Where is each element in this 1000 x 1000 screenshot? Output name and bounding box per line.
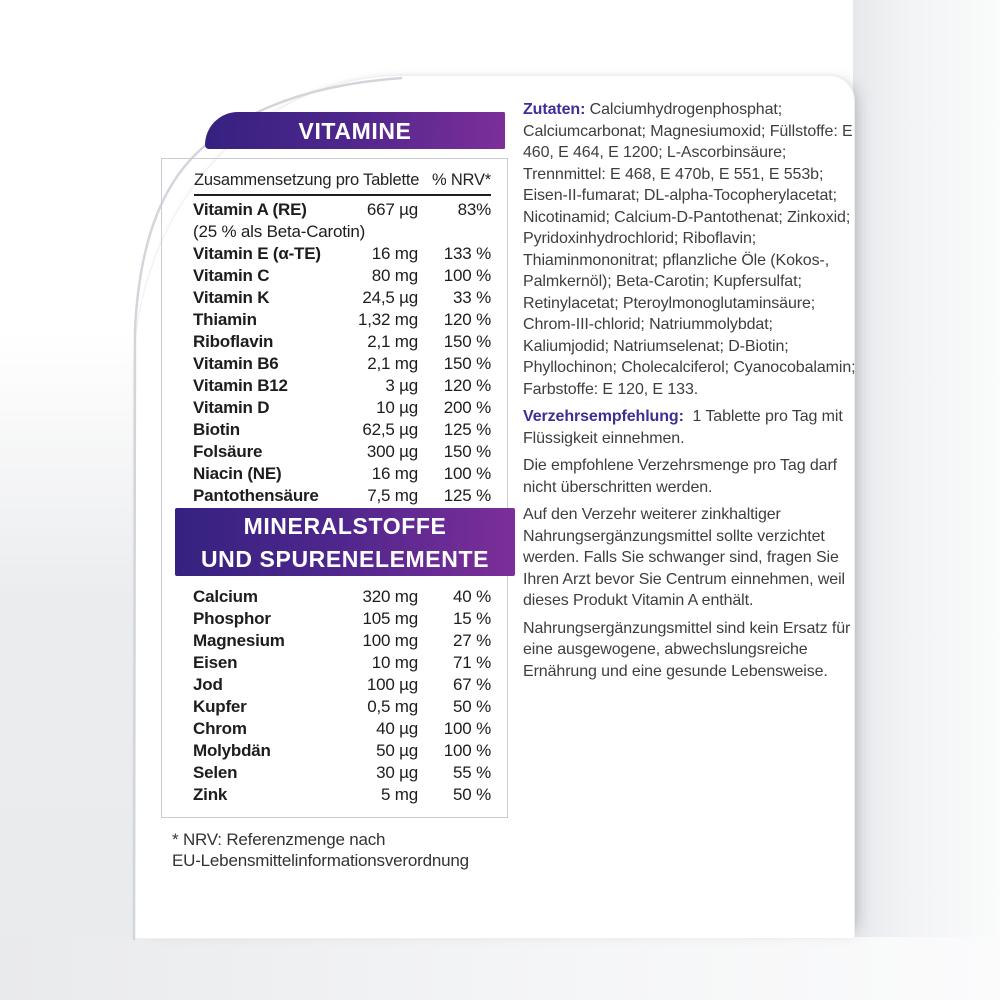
nutrient-amount: 16 mg (371, 244, 418, 263)
nutrient-nrv: 40 % (453, 587, 491, 606)
nrv-footnote-line1: * NRV: Referenzmenge nach (172, 830, 386, 849)
nutrient-name: Biotin (193, 420, 240, 439)
minerals-banner (175, 508, 515, 576)
nutrient-name: Vitamin A (RE) (193, 200, 307, 219)
nutrient-name: Vitamin E (α-TE) (193, 244, 321, 263)
nutrient-nrv: 71 % (453, 653, 491, 672)
zinc-warning-paragraph: Auf den Verzehr weiterer zinkhaltiger Nahrungsergänzungsmittel sollte verzichtet werden. Falls Sie schwanger sind, fragen Sie Ihren Arzt bevor Sie Centrum einnehmen, weil dieses Produkt Vitamin A enthält. (523, 506, 845, 609)
nutrient-amount: 62,5 µg (362, 420, 418, 439)
table-row (193, 485, 491, 507)
nutrient-nrv: 50 % (453, 697, 491, 716)
dosage-limit-paragraph: Die empfohlene Verzehrsmenge pro Tag darf nicht überschritten werden. (523, 457, 838, 496)
package-left-shading (0, 330, 133, 937)
nutrient-amount: 300 µg (366, 442, 418, 461)
nutrient-name: Zink (193, 785, 228, 804)
nutrient-amount: 105 mg (362, 609, 418, 628)
table-row (193, 696, 491, 718)
ingredients-text: Calciumhydrogenphosphat; Calciumcarbonat; Magnesiumoxid; Füllstoffe: E 460, E 464, E 1200; L-Ascorbinsäure; Trennmittel: E 468, E 470b, E 551, E 553b; Eisen-II-fumarat; DL-alpha-Tocopherylacetat; Nicotinamid; Calcium-D-Pantothenat; Zinkoxid; Pyridoxinhydrochlorid; Riboflavin; Thiaminmononitrat; pflanzliche Öle (Kokos-, Palmkernöl); Beta-Carotin; Kupfersulfat; Retinylacetat; Pteroylmonoglutaminsäure; Chrom-III-chlorid; Natriummolybdat; Kaliumjodid; Natriumselenat; D-Biotin; Phyllochinon; Cholecalciferol; Cyanocobalamin; Farbstoffe: E 120, E 133. (523, 101, 856, 398)
nutrient-amount: 16 mg (371, 464, 418, 483)
table-row (193, 740, 491, 762)
nutrient-amount: 3 µg (385, 376, 418, 395)
nutrient-name: Magnesium (193, 631, 285, 650)
supplement-note-paragraph: Nahrungsergänzungsmittel sind kein Ersatz für eine ausgewogene, abwechslungsreiche Ernährung und eine gesunde Lebensweise. (523, 619, 851, 680)
table-row (193, 762, 491, 784)
nutrient-name: Vitamin B6 (193, 354, 279, 373)
dosage-label: Verzehrsempfehlung: (523, 408, 684, 425)
table-row (193, 353, 491, 375)
nutrient-name: Pantothensäure (193, 486, 319, 505)
composition-header-left: Zusammensetzung pro Tablette (194, 171, 420, 189)
nutrient-nrv: 133 % (443, 244, 491, 263)
nutrient-name: Vitamin K (193, 288, 270, 307)
table-row (193, 630, 491, 652)
nutrient-amount: 40 µg (376, 719, 418, 738)
nutrient-nrv: 83% (457, 200, 491, 219)
nutrient-name: Calcium (193, 587, 258, 606)
nutrient-amount: 10 mg (371, 653, 418, 672)
nutrient-name: Riboflavin (193, 332, 274, 351)
nutrient-nrv: 200 % (443, 398, 491, 417)
nutrient-amount: 7,5 mg (367, 486, 418, 505)
vitamins-table (193, 199, 491, 507)
nutrient-nrv: 50 % (453, 785, 491, 804)
nutrient-amount: 30 µg (376, 763, 418, 782)
vitamins-banner: VITAMINE (205, 112, 505, 149)
nutrient-amount: 80 mg (371, 266, 418, 285)
nutrient-nrv: 150 % (443, 354, 491, 373)
nutrient-name: Phosphor (193, 609, 271, 628)
table-row (193, 309, 491, 331)
nutrient-amount: 100 mg (362, 631, 418, 650)
nutrient-nrv: 120 % (443, 376, 491, 395)
nutrient-name: Vitamin D (193, 398, 270, 417)
dosage-text: 1 Tablette pro Tag mit Flüssigkeit einnehmen. (523, 408, 843, 447)
table-row (193, 287, 491, 309)
nutrient-amount: 50 µg (376, 741, 418, 760)
right-text-column (523, 99, 857, 688)
nutrient-name: (25 % als Beta-Carotin) (193, 222, 366, 241)
nutrient-nrv: 125 % (443, 420, 491, 439)
table-row (193, 397, 491, 419)
nutrient-amount: 100 µg (366, 675, 418, 694)
table-row (193, 586, 491, 608)
nutrient-nrv: 67 % (453, 675, 491, 694)
table-row (193, 652, 491, 674)
nutrient-nrv: 125 % (443, 486, 491, 505)
nutrient-nrv: 150 % (443, 332, 491, 351)
nutrient-name: Vitamin B12 (193, 376, 288, 395)
nutrient-nrv: 150 % (443, 442, 491, 461)
table-row (193, 608, 491, 630)
nrv-footnote (172, 829, 572, 871)
minerals-table (193, 586, 491, 806)
table-row (193, 674, 491, 696)
table-row (193, 265, 491, 287)
nutrient-name: Chrom (193, 719, 247, 738)
table-row (193, 331, 491, 353)
nutrient-nrv: 27 % (453, 631, 491, 650)
table-row (193, 221, 491, 243)
nutrient-name: Jod (193, 675, 223, 694)
nutrient-amount: 0,5 mg (367, 697, 418, 716)
table-row (193, 243, 491, 265)
composition-header-right: % NRV* (431, 171, 491, 189)
nutrient-nrv: 100 % (443, 464, 491, 483)
composition-header-rule (194, 194, 491, 196)
nutrient-name: Niacin (NE) (193, 464, 282, 483)
minerals-banner-line1: MINERALSTOFFE (243, 513, 447, 539)
nutrient-name: Vitamin C (193, 266, 270, 285)
ingredients-paragraph (523, 99, 857, 400)
nutrient-nrv: 120 % (443, 310, 491, 329)
nutrient-amount: 1,32 mg (357, 310, 418, 329)
nutrient-nrv: 100 % (443, 741, 491, 760)
nutrient-nrv: 55 % (453, 763, 491, 782)
nutrient-name: Selen (193, 763, 238, 782)
nutrient-amount: 5 mg (381, 785, 418, 804)
nutrient-amount: 10 µg (376, 398, 418, 417)
package-bottom-edge (0, 937, 1000, 1000)
nutrient-name: Kupfer (193, 697, 247, 716)
nutrient-nrv: 33 % (453, 288, 491, 307)
composition-header (194, 171, 491, 190)
table-row (193, 199, 491, 221)
nutrient-nrv: 100 % (443, 719, 491, 738)
minerals-banner-line2: UND SPURENELEMENTE (200, 546, 490, 572)
table-row (193, 375, 491, 397)
nutrient-name: Folsäure (193, 442, 263, 461)
nutrient-name: Molybdän (193, 741, 271, 760)
nutrient-amount: 2,1 mg (367, 332, 418, 351)
nutrient-name: Eisen (193, 653, 238, 672)
table-row (193, 441, 491, 463)
nutrient-amount: 24,5 µg (362, 288, 418, 307)
nutrient-amount: 667 µg (366, 200, 418, 219)
package-side-shading (853, 0, 1000, 1000)
nutrient-nrv: 100 % (443, 266, 491, 285)
dosage-paragraph (523, 406, 857, 449)
table-row (193, 419, 491, 441)
table-row (193, 463, 491, 485)
nutrient-amount: 2,1 mg (367, 354, 418, 373)
nutrient-amount: 320 mg (362, 587, 418, 606)
nrv-footnote-line2: EU-Lebensmittelinformationsverordnung (172, 851, 469, 870)
nutrient-nrv: 15 % (453, 609, 491, 628)
table-row (193, 718, 491, 740)
nutrient-name: Thiamin (193, 310, 257, 329)
table-row (193, 784, 491, 806)
ingredients-label: Zutaten: (523, 101, 586, 118)
